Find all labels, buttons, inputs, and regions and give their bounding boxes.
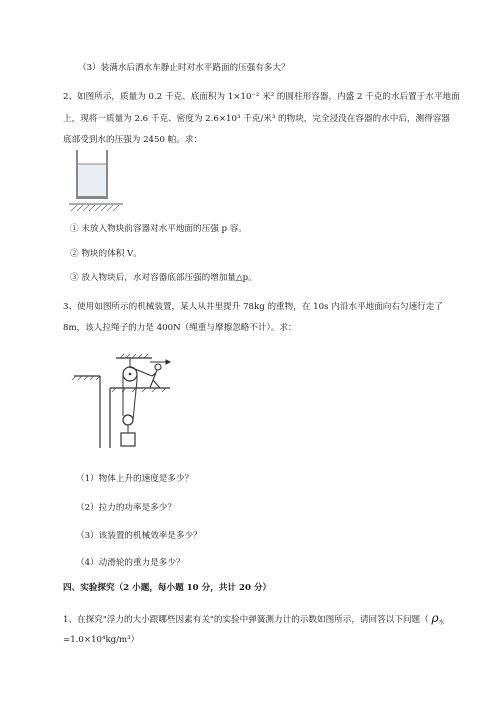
container-figure: [67, 150, 127, 212]
direction-arrow: [150, 360, 170, 364]
problem3-line1: 3、使用如图所示的机械装置，某人从井里提升 78kg 的重物，在 10s 内沿水平地面向右匀速行走了: [63, 302, 443, 312]
water-fill: [78, 164, 106, 196]
section4-line1-text: 1、在探究"浮力的大小跟哪些因素有关"的实验中弹簧测力计的示数如图所示，请回答以下问题（: [63, 615, 429, 625]
problem3-item4: （4）动滑轮的重力是多少？: [76, 558, 185, 568]
problem2-line2: 上，现将一质量为 2.6 千克、密度为 2.6×10³ 千克/米³ 的物块，完全浸没在容器的水中后，测得容器: [63, 114, 450, 124]
problem2-item2: ② 物块的体积 V。: [70, 249, 142, 259]
ground-hatching: [71, 205, 119, 211]
section4-line2: =1.0×10⁴kg/m³）: [63, 635, 140, 645]
problem2-item1: ① 未放入物块前容器对水平地面的压强 p 容。: [70, 224, 247, 234]
section4-line1: [63, 612, 445, 629]
container-wall-right: [106, 150, 108, 198]
problem3-item3: （3）该装置的机械效率是多少？: [76, 531, 202, 541]
rho-subscript: 水: [438, 619, 445, 626]
problem2-item3: ③ 放入物块后，水对容器底部压强的增加量△p。: [70, 273, 257, 283]
container-wall-left: [76, 150, 78, 198]
rope-right-lower: [133, 380, 137, 420]
rope-to-person: [130, 367, 152, 376]
problem3-item2: （2）拉力的功率是多少？: [76, 503, 176, 513]
problem2-line3: 底部受到水的压强为 2450 帕。求：: [63, 135, 203, 145]
problem2-line1: 2、如图所示，质量为 0.2 千克、底面积为 1×10⁻² 米² 的圆柱形容器，内盛 2 千克的水后置于水平地面: [63, 92, 460, 102]
rho-symbol: ρ: [431, 611, 439, 625]
problem3-line2: 8m，该人拉绳子的力是 400N（绳重与摩擦忽略不计）。求：: [63, 323, 297, 333]
q1-part3: （3）装满水后洒水车静止时对水平路面的压强有多大？: [78, 63, 290, 73]
pulley-figure: [70, 350, 180, 450]
problem3-item1: （1）物体上升的速度是多少？: [76, 474, 194, 484]
weight-box: [121, 433, 135, 446]
container-bottom: [76, 196, 108, 199]
movable-pulley: [123, 415, 133, 425]
section4-title: 四、实验探究（2 小题，每小题 10 分，共计 20 分）: [63, 583, 272, 593]
